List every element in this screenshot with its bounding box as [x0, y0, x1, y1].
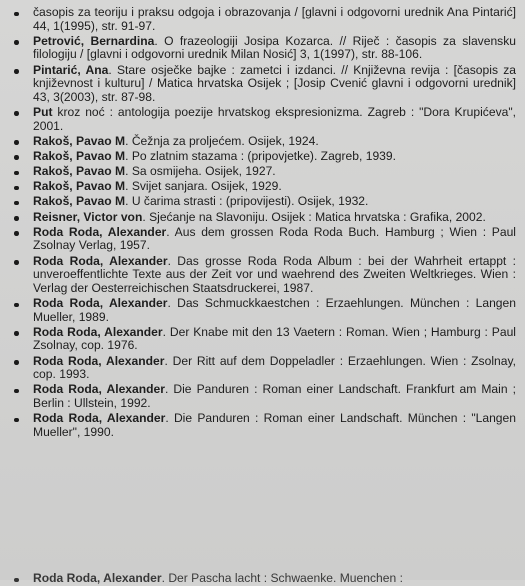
entry-author: Reisner, Victor von — [33, 209, 143, 224]
entry-text: časopis za teoriju i praksu odgoja i obrazovanja / [glavni i odgovorni urednik Ana Pintarić] 44, 1(1995), str. 91-97. — [33, 5, 516, 33]
bullet-icon — [14, 155, 19, 160]
entry-author: Rakoš, Pavao M — [33, 194, 126, 209]
bullet-icon — [14, 331, 19, 336]
bullet-icon — [14, 171, 19, 176]
entry-author: Roda Roda, Alexander — [33, 224, 167, 239]
bibliography-entry — [8, 180, 516, 194]
bullet-icon — [14, 69, 19, 74]
bibliography-entry — [8, 255, 516, 296]
bibliography-entry-cut — [8, 572, 516, 586]
bibliography-entry — [8, 64, 516, 105]
bibliography-entry — [8, 195, 516, 209]
bullet-icon — [14, 201, 19, 206]
entry-text: . Po zlatnim stazama : (pripovjetke). Zagreb, 1939. — [125, 148, 396, 163]
bullet-icon — [14, 260, 19, 265]
bullet-icon — [14, 111, 19, 116]
entry-text: . Svijet sanjara. Osijek, 1929. — [125, 179, 282, 194]
entry-text: . Stare osječke bajke : zametci i izdanci. // Književna revija : [časopis za književnost i kulturu] / Matica hrvatska Osijek ; [Josip Cvenić glavni i odgovorni urednik] 43, 3(2003), str. 87-98. — [33, 62, 517, 104]
entry-text: . Die Panduren : Roman einer Landschaft. Frankfurt am Main ; Berlin : Ullstein, 1992. — [33, 382, 516, 410]
entry-author: Roda Roda, Alexander — [33, 296, 168, 310]
entry-author: Roda Roda, Alexander — [33, 324, 163, 339]
bullet-icon — [14, 389, 19, 394]
bibliography-entry — [8, 226, 516, 253]
entry-author: Roda Roda, Alexander — [33, 382, 165, 397]
entry-text: kroz noć : antologija poezije hrvatskog ekspresionizma. Zagreb : "Dora Krupićeva", 2001. — [33, 104, 516, 133]
bibliography-entry — [8, 135, 516, 149]
entry-author: Put — [33, 104, 53, 119]
bibliography-entry — [8, 326, 516, 353]
entry-text: . Das grosse Roda Roda Album : bei der Wahrheit ertappt : unveroeffentlichte Texte aus der Zeit vor und waehrend des Zweiten Weltkrieges. Wien : Verlag der Oesterreichischen Staatsdruckerei, 1987. — [33, 253, 516, 295]
bullet-icon — [14, 40, 19, 45]
bibliography-entry — [8, 412, 516, 439]
entry-author: Roda Roda, Alexander — [33, 411, 166, 426]
entry-text: . O frazeologiji Josipa Kozarca. // Riječ : časopis za slavensku filologiju / [glavni i odgovorni urednik Milan Nosić] 3, 1(1997), str. 88-106. — [33, 33, 516, 62]
entry-text: . Der Pascha lacht : Schwaenke. Muenchen : — [161, 572, 403, 585]
bibliography-entry — [8, 35, 516, 62]
bullet-icon — [14, 360, 19, 365]
bibliography-entry — [8, 355, 516, 382]
bullet-icon — [14, 216, 19, 221]
bibliography-entry — [8, 165, 516, 179]
bibliography-entry — [8, 211, 516, 225]
cut-off-entry-area — [8, 572, 516, 586]
bibliography-entry — [8, 297, 516, 324]
entry-author: Rakoš, Pavao M — [33, 133, 126, 148]
bibliography-entry — [8, 383, 516, 410]
bibliography-list — [8, 6, 516, 441]
entry-author: Petrović, Bernardina — [33, 33, 155, 48]
entry-text: . Aus dem grossen Roda Roda Buch. Hamburg ; Wien : Paul Zsolnay Verlag, 1957. — [33, 224, 516, 253]
entry-text: . Sa osmijeha. Osijek, 1927. — [125, 164, 276, 179]
bibliography-entry — [8, 6, 516, 33]
entry-author: Roda Roda, Alexander — [33, 572, 162, 585]
entry-author: Roda Roda, Alexander — [33, 253, 168, 268]
entry-text: . Das Schmuckkaestchen : Erzaehlungen. München : Langen Mueller, 1989. — [33, 296, 516, 324]
entry-text: . Die Panduren : Roman einer Landschaft. München : "Langen Mueller", 1990. — [33, 411, 516, 439]
bullet-icon — [14, 12, 19, 17]
entry-text: . Čežnja za proljećem. Osijek, 1924. — [125, 133, 319, 148]
bullet-icon — [14, 231, 19, 236]
entry-author: Rakoš, Pavao M — [33, 164, 126, 179]
bullet-icon — [14, 303, 19, 308]
entry-author: Rakoš, Pavao M — [33, 179, 126, 194]
entry-author: Rakoš, Pavao M — [33, 148, 126, 163]
entry-text: . Der Knabe mit den 13 Vaetern : Roman. Wien ; Hamburg : Paul Zsolnay, cop. 1976. — [33, 324, 516, 353]
bullet-icon — [14, 140, 19, 145]
entry-text: . U čarima strasti : (pripovijesti). Osijek, 1932. — [125, 194, 369, 209]
bullet-icon — [14, 418, 19, 423]
entry-author: Pintarić, Ana — [33, 62, 109, 77]
entry-text: . Sjećanje na Slavoniju. Osijek : Matica hrvatska : Grafika, 2002. — [142, 209, 486, 224]
entry-author: Roda Roda, Alexander — [33, 353, 165, 368]
bullet-icon — [14, 186, 19, 191]
bibliography-entry — [8, 106, 516, 133]
entry-text: . Der Ritt auf dem Doppeladler : Erzaehlungen. Wien : Zsolnay, cop. 1993. — [33, 353, 516, 382]
bibliography-entry — [8, 150, 516, 164]
